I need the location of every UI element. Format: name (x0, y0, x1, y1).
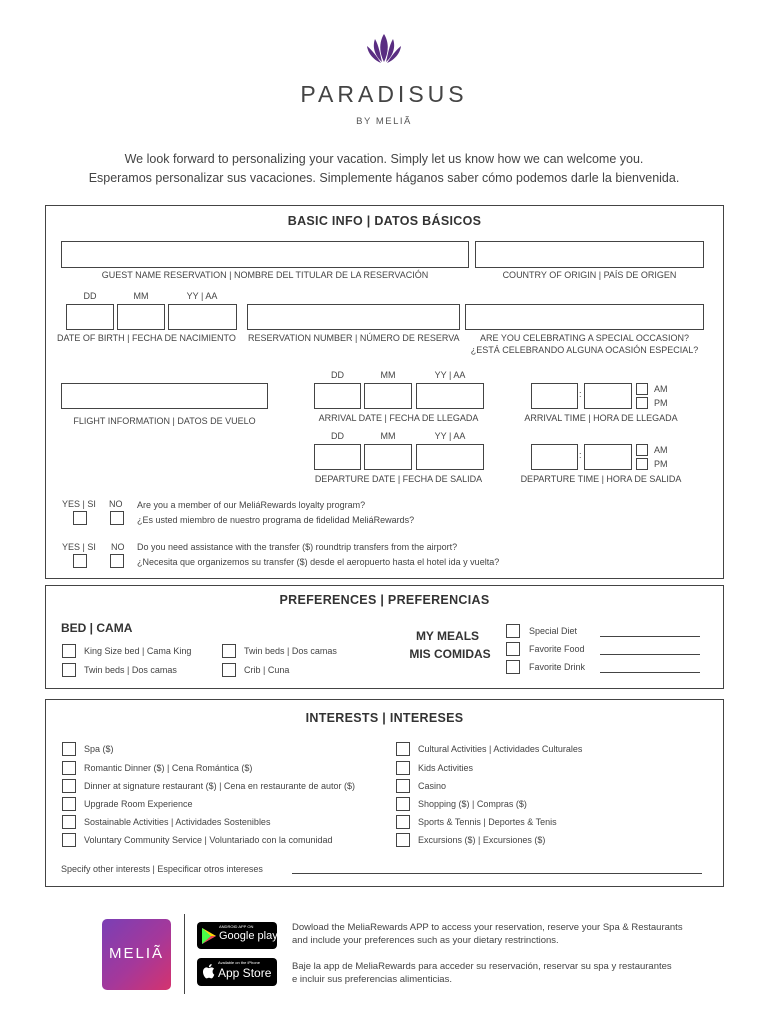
interest-shopping-checkbox[interactable] (396, 797, 410, 811)
arrival-pm-checkbox[interactable] (636, 397, 648, 409)
interest-spa-checkbox[interactable] (62, 742, 76, 756)
arrival-mm-input[interactable] (364, 383, 412, 409)
meals-title-en: MY MEALS (415, 629, 480, 643)
interest-sports-checkbox[interactable] (396, 815, 410, 829)
celebration-label-en: ARE YOU CELEBRATING A SPECIAL OCCASION? (480, 333, 689, 343)
meal-special-diet-label: Special Diet (529, 626, 578, 636)
q2-no-checkbox[interactable] (110, 554, 124, 568)
interest-kids-checkbox[interactable] (396, 761, 410, 775)
celebration-input[interactable] (465, 304, 704, 330)
departure-dd-input[interactable] (314, 444, 361, 470)
q2-question-es: ¿Necesita que organizemos su transfer ($) desde el aeropuerto hasta el hotel ida y vuelta? (137, 557, 500, 567)
dob-dd-header: DD (83, 291, 97, 301)
departure-minute-input[interactable] (584, 444, 632, 470)
meal-special-diet-line[interactable] (600, 636, 700, 637)
interest-romantic-label: Romantic Dinner ($) | Cena Romántica ($) (84, 763, 253, 773)
q2-yes-header: YES | SI (62, 542, 96, 552)
departure-am-label: AM (654, 445, 668, 455)
interest-casino-label: Casino (418, 781, 447, 791)
arrival-time-label: ARRIVAL TIME | HORA DE LLEGADA (524, 413, 678, 423)
departure-am-checkbox[interactable] (636, 444, 648, 456)
departure-time-colon: : (579, 450, 582, 460)
google-play-small-text: ANDROID APP ON (219, 924, 254, 929)
interest-sustainable-checkbox[interactable] (62, 815, 76, 829)
reservation-number-input[interactable] (247, 304, 460, 330)
intro-spanish: Esperamos personalizar sus vacaciones. Simplemente háganos saber cómo podemos darle la bienvenida. (88, 171, 680, 185)
meals-title-es: MIS COMIDAS (409, 647, 491, 661)
flight-info-label: FLIGHT INFORMATION | DATOS DE VUELO (73, 416, 256, 426)
interest-voluntary-checkbox[interactable] (62, 833, 76, 847)
interest-signature-label: Dinner at signature restaurant ($) | Cena en restaurante de autor ($) (84, 781, 355, 791)
footer-divider (184, 914, 185, 994)
departure-pm-checkbox[interactable] (636, 458, 648, 470)
meal-special-diet-checkbox[interactable] (506, 624, 520, 638)
basic-info-title: BASIC INFO | DATOS BÁSICOS (287, 214, 482, 228)
country-label: COUNTRY OF ORIGIN | PAÍS DE ORIGEN (502, 270, 677, 280)
other-interests-label: Specify other interests | Especificar otros intereses (61, 864, 263, 874)
interest-spa-label: Spa ($) (84, 744, 114, 754)
meal-favorite-drink-checkbox[interactable] (506, 660, 520, 674)
interest-romantic-checkbox[interactable] (62, 761, 76, 775)
arrival-pm-label: PM (654, 398, 668, 408)
departure-hour-input[interactable] (531, 444, 578, 470)
arrival-hour-input[interactable] (531, 383, 578, 409)
brand-name: PARADISUS (300, 81, 468, 107)
dob-label: DATE OF BIRTH | FECHA DE NACIMIENTO (57, 333, 236, 343)
melia-logo-text: MELIÃ (108, 945, 164, 962)
q1-yes-header: YES | SI (62, 499, 96, 509)
interest-cultural-label: Cultural Activities | Actividades Culturales (418, 744, 583, 754)
interest-signature-checkbox[interactable] (62, 779, 76, 793)
departure-time-label: DEPARTURE TIME | HORA DE SALIDA (520, 474, 682, 484)
departure-yy-input[interactable] (416, 444, 484, 470)
dob-mm-input[interactable] (117, 304, 165, 330)
arrival-am-label: AM (654, 384, 668, 394)
departure-dd-header: DD (331, 431, 344, 441)
preferences-title: PREFERENCES | PREFERENCIAS (279, 593, 490, 607)
bed-crib-label: Crib | Cuna (244, 665, 290, 675)
bed-twin-label-right: Twin beds | Dos camas (244, 646, 337, 656)
arrival-date-label: ARRIVAL DATE | FECHA DE LLEGADA (318, 413, 479, 423)
arrival-time-colon: : (579, 389, 582, 399)
arrival-yy-header: YY | AA (434, 370, 466, 380)
interest-excursions-label: Excursions ($) | Excursiones ($) (418, 835, 546, 845)
interest-voluntary-label: Voluntary Community Service | Voluntariado con la comunidad (84, 835, 333, 845)
interest-casino-checkbox[interactable] (396, 779, 410, 793)
bed-crib-checkbox[interactable] (222, 663, 236, 677)
brand-subname: BY MELIÃ (356, 116, 412, 127)
q2-question-en: Do you need assistance with the transfer ($) roundtrip transfers from the airport? (137, 542, 458, 552)
other-interests-line[interactable] (292, 873, 702, 874)
arrival-yy-input[interactable] (416, 383, 484, 409)
interests-section (45, 699, 724, 887)
arrival-am-checkbox[interactable] (636, 383, 648, 395)
meal-favorite-food-line[interactable] (600, 654, 700, 655)
interest-kids-label: Kids Activities (418, 763, 474, 773)
google-play-icon (202, 928, 216, 944)
meal-favorite-food-label: Favorite Food (529, 644, 585, 654)
q2-yes-checkbox[interactable] (73, 554, 87, 568)
arrival-dd-header: DD (331, 370, 344, 380)
meal-favorite-drink-label: Favorite Drink (529, 662, 586, 672)
guest-name-label: GUEST NAME RESERVATION | NOMBRE DEL TITULAR DE LA RESERVACIÓN (101, 270, 429, 280)
q1-question-es: ¿Es usted miembro de nuestro programa de fidelidad MeliáRewards? (137, 515, 415, 525)
interest-cultural-checkbox[interactable] (396, 742, 410, 756)
interest-upgrade-label: Upgrade Room Experience (84, 799, 193, 809)
dob-yy-input[interactable] (168, 304, 237, 330)
q1-no-checkbox[interactable] (110, 511, 124, 525)
intro-english: We look forward to personalizing your vacation. Simply let us know how we can welcome you. (124, 152, 644, 166)
google-play-badge[interactable] (197, 922, 277, 949)
flight-info-input[interactable] (61, 383, 268, 409)
celebration-label-es: ¿ESTÁ CELEBRANDO ALGUNA OCASIÓN ESPECIAL? (470, 345, 699, 355)
google-play-big-text: Google play (219, 930, 278, 942)
meal-favorite-food-checkbox[interactable] (506, 642, 520, 656)
apple-icon (202, 963, 215, 979)
interest-excursions-checkbox[interactable] (396, 833, 410, 847)
interests-title: INTERESTS | INTERESES (305, 711, 464, 725)
footer-text-en: Dowload the MeliaRewards APP to access your reservation, reserve your Spa & Restaurants and include your preferences such as your dietary restrinctions. (292, 922, 683, 946)
app-store-badge[interactable] (197, 958, 277, 986)
bed-twin-checkbox-left[interactable] (62, 663, 76, 677)
app-store-big-text: App Store (218, 966, 272, 980)
interest-sustainable-label: Sostainable Activities | Actividades Sostenibles (84, 817, 271, 827)
app-store-small-text: Available on the iPhone (218, 960, 260, 965)
bed-title: BED | CAMA (61, 621, 133, 635)
departure-pm-label: PM (654, 459, 668, 469)
meal-favorite-drink-line[interactable] (600, 672, 700, 673)
interest-upgrade-checkbox[interactable] (62, 797, 76, 811)
arrival-minute-input[interactable] (584, 383, 632, 409)
departure-mm-input[interactable] (364, 444, 412, 470)
q2-no-header: NO (111, 542, 125, 552)
bed-king-checkbox[interactable] (62, 644, 76, 658)
dob-dd-input[interactable] (66, 304, 114, 330)
bed-twin-checkbox-right[interactable] (222, 644, 236, 658)
dob-yy-header: YY | AA (186, 291, 218, 301)
q1-no-header: NO (109, 499, 123, 509)
arrival-dd-input[interactable] (314, 383, 361, 409)
brand-logo (364, 32, 404, 66)
departure-yy-header: YY | AA (434, 431, 466, 441)
q1-question-en: Are you a member of our MeliáRewards loyalty program? (137, 500, 366, 510)
dob-mm-header: MM (133, 291, 149, 301)
bed-twin-label-left: Twin beds | Dos camas (84, 665, 177, 675)
melia-app-logo (102, 919, 171, 990)
lotus-logo-icon (364, 32, 404, 66)
bed-king-label: King Size bed | Cama King (84, 646, 192, 656)
departure-mm-header: MM (380, 431, 396, 441)
arrival-mm-header: MM (380, 370, 396, 380)
interest-shopping-label: Shopping ($) | Compras ($) (418, 799, 527, 809)
guest-name-input[interactable] (61, 241, 469, 268)
departure-date-label: DEPARTURE DATE | FECHA DE SALIDA (314, 474, 483, 484)
footer-text-es: Baje la app de MeliaRewards para acceder su reservación, reservar su spa y restaurantes e incluir sus preferencias alimenticias. (292, 961, 672, 985)
interest-sports-label: Sports & Tennis | Deportes & Tenis (418, 817, 557, 827)
q1-yes-checkbox[interactable] (73, 511, 87, 525)
country-input[interactable] (475, 241, 704, 268)
reservation-number-label: RESERVATION NUMBER | NÚMERO DE RESERVA (248, 333, 460, 343)
